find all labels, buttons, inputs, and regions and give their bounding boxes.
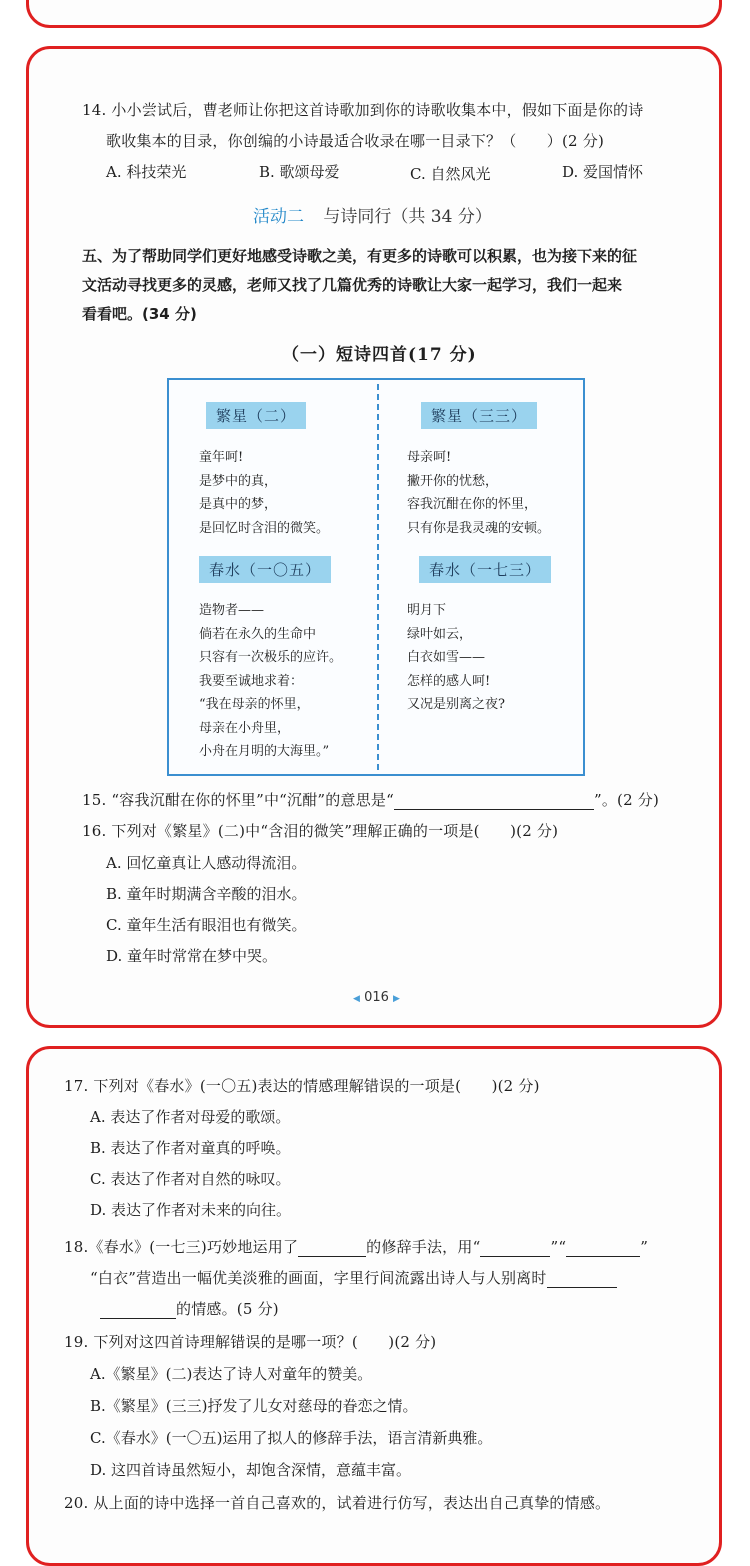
question-14-option-a[interactable]: A. 科技荣光 — [106, 163, 187, 181]
question-16-option-b[interactable]: B. 童年时期满含辛酸的泪水。 — [106, 885, 307, 903]
activity-heading — [253, 202, 492, 227]
poem-fanxing-33-lines: 母亲呵! 撇开你的忧愁， 容我沉酣在你的怀里， 只有你是我灵魂的安顿。 — [407, 450, 551, 536]
poem-box — [167, 378, 585, 776]
poem-title-fanxing-2: 繁星（二） — [206, 402, 306, 429]
question-19-option-c[interactable]: C.《春水》(一〇五)运用了拟人的修辞手法，语言清新典雅。 — [90, 1429, 493, 1447]
question-15-answer-blank[interactable] — [394, 793, 594, 810]
question-14-option-c[interactable]: C. 自然风光 — [410, 165, 491, 183]
poem-title-fanxing-33: 繁星（三三） — [421, 402, 537, 429]
question-19-option-a[interactable]: A.《繁星》(二)表达了诗人对童年的赞美。 — [90, 1365, 373, 1383]
question-15: 15. “容我沉酣在你的怀里”中“沉酣”的意思是“ ”。(2 分) — [82, 791, 660, 809]
question-19-option-b[interactable]: B.《繁星》(三三)抒发了儿女对慈母的眷恋之情。 — [90, 1397, 418, 1415]
question-18-line-2: “白衣”营造出一幅优美淡雅的画面，字里行间流露出诗人与人别离时 — [90, 1268, 617, 1288]
question-18-blank-2[interactable] — [480, 1240, 550, 1257]
poems-subheading: （一）短诗四首(17 分) — [282, 345, 477, 365]
question-19-stem: 19. 下列对这四首诗理解错误的是哪一项？( )(2 分) — [64, 1333, 437, 1351]
question-14-line-1: 14. 小小尝试后，曹老师让你把这首诗歌加到你的诗歌收集本中，假如下面是你的诗 — [82, 101, 644, 119]
previous-page-card — [26, 0, 722, 28]
section-5-line-3: 看看吧。(34 分) — [82, 305, 197, 323]
poem-chunshui-105-lines: 造物者—— 倘若在永久的生命中 只容有一次极乐的应许。 我要至诚地求着： “我在母亲的怀里， 母亲在小舟里， 小舟在月明的大海里。” — [199, 603, 343, 759]
next-arrow-icon: ▶ — [393, 994, 400, 1004]
page-number: ◀ 016 ▶ — [353, 990, 400, 1005]
section-5-line-1: 五、为了帮助同学们更好地感受诗歌之美，有更多的诗歌可以积累，也为接下来的征 — [82, 247, 638, 265]
question-16-stem: 16. 下列对《繁星》(二)中“含泪的微笑”理解正确的一项是( )(2 分) — [82, 822, 559, 840]
question-18-blank-4[interactable] — [547, 1271, 617, 1288]
question-16-option-d[interactable]: D. 童年时常常在梦中哭。 — [106, 947, 278, 965]
question-16-option-a[interactable]: A. 回忆童真让人感动得流泪。 — [106, 854, 307, 872]
poem-title-chunshui-105: 春水（一〇五） — [199, 556, 331, 583]
question-20-stem: 20. 从上面的诗中选择一首自己喜欢的，试着进行仿写，表达出自己真挚的情感。 — [64, 1494, 611, 1512]
poem-divider — [377, 384, 379, 770]
activity-label: 活动二 — [253, 207, 304, 227]
question-17-stem: 17. 下列对《春水》(一〇五)表达的情感理解错误的一项是( )(2 分) — [64, 1077, 540, 1095]
question-16-option-c[interactable]: C. 童年生活有眼泪也有微笑。 — [106, 916, 307, 934]
poem-fanxing-2-lines: 童年呵! 是梦中的真， 是真中的梦， 是回忆时含泪的微笑。 — [199, 450, 330, 536]
section-5-line-2: 文活动寻找更多的灵感，老师又找了几篇优秀的诗歌让大家一起学习，我们一起来 — [82, 276, 623, 294]
question-18-blank-3[interactable] — [566, 1240, 640, 1257]
prev-arrow-icon: ◀ — [353, 994, 360, 1004]
question-18-blank-1[interactable] — [298, 1240, 366, 1257]
question-18-line-1: 18.《春水》(一七三)巧妙地运用了 的修辞手法，用“ ”“ ” — [64, 1238, 649, 1256]
question-14-option-d[interactable]: D. 爱国情怀 — [562, 163, 644, 181]
question-17-option-a[interactable]: A. 表达了作者对母爱的歌颂。 — [90, 1108, 291, 1126]
question-14-line-2: 歌收集本的目录，你创编的小诗最适合收录在哪一目录下？（ ）(2 分) — [106, 132, 605, 150]
question-17-option-b[interactable]: B. 表达了作者对童真的呼唤。 — [90, 1139, 291, 1157]
question-17-option-d[interactable]: D. 表达了作者对未来的向往。 — [90, 1201, 292, 1219]
question-14-option-b[interactable]: B. 歌颂母爱 — [259, 163, 340, 181]
question-18-blank-5[interactable] — [100, 1302, 176, 1319]
poem-chunshui-173-lines: 明月下 绿叶如云， 白衣如雪—— 怎样的感人呵! 又况是别离之夜? — [407, 603, 505, 712]
poem-title-chunshui-173: 春水（一七三） — [419, 556, 551, 583]
question-18-line-3: 的情感。(5 分) — [100, 1299, 279, 1319]
question-19-option-d[interactable]: D. 这四首诗虽然短小，却饱含深情，意蕴丰富。 — [90, 1461, 412, 1479]
activity-title: 与诗同行（共 34 分） — [323, 207, 492, 227]
question-17-option-c[interactable]: C. 表达了作者对自然的咏叹。 — [90, 1170, 291, 1188]
